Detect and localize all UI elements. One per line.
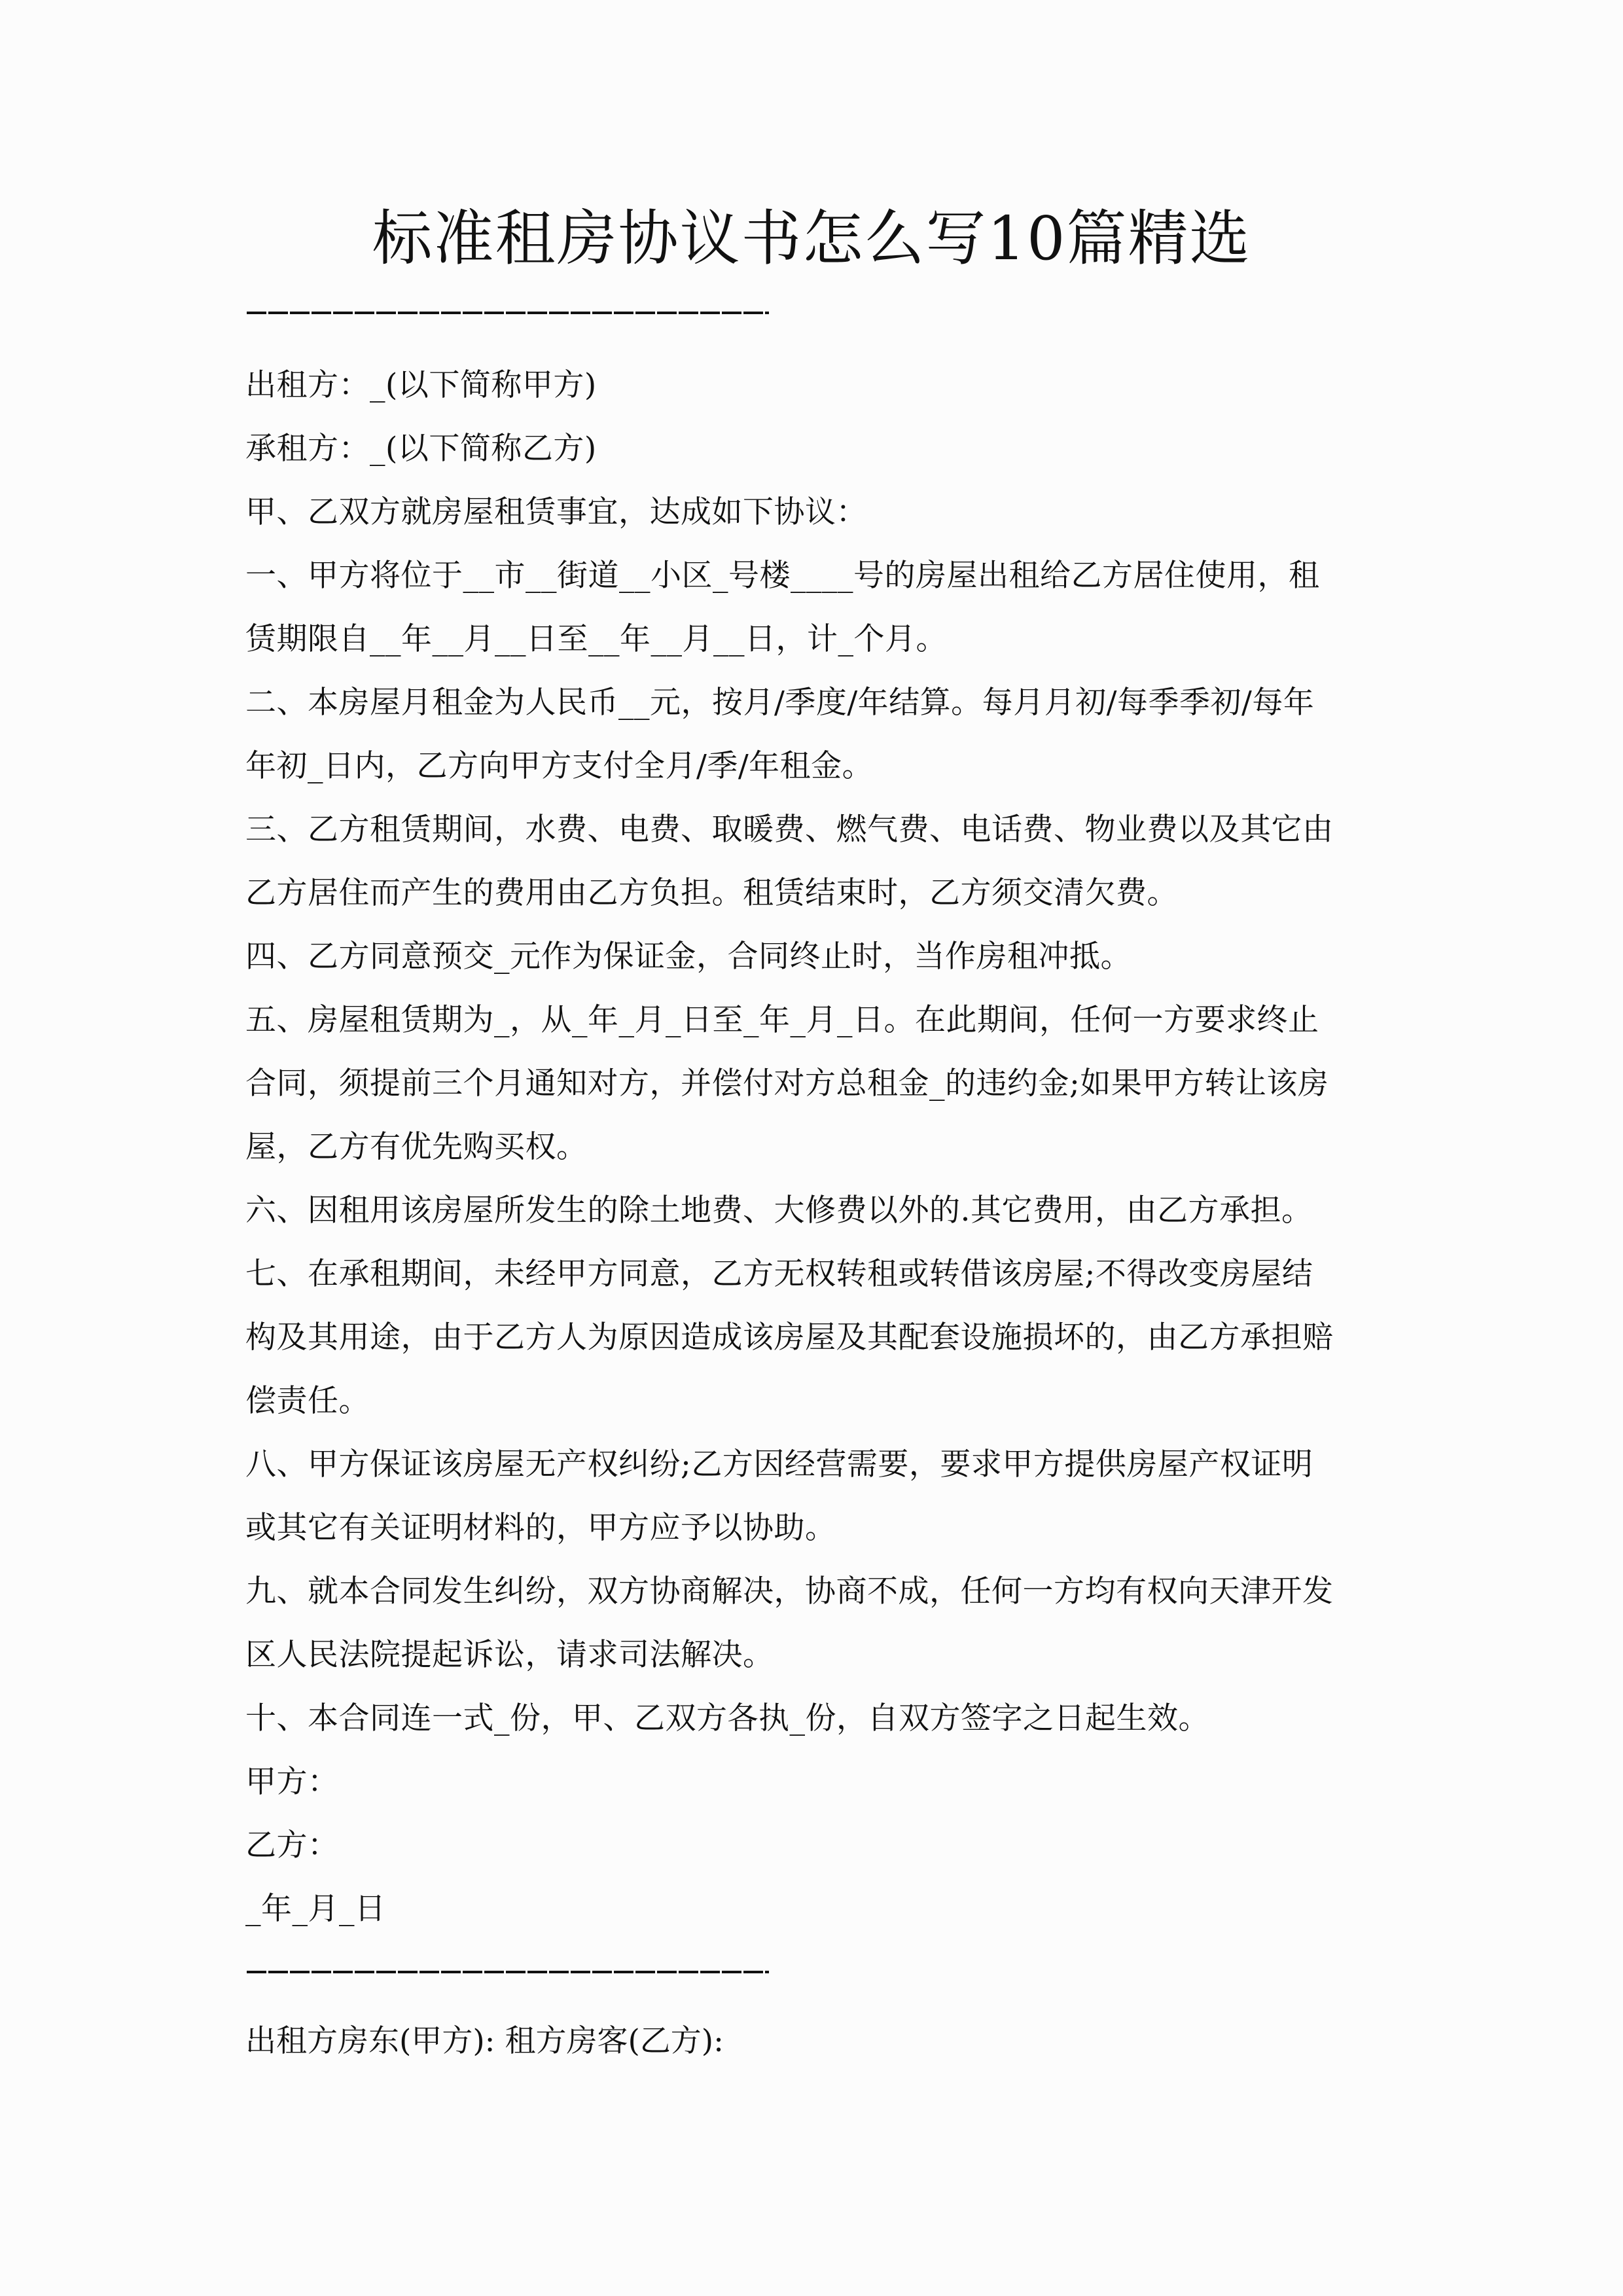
clause-1-line-1: 一、甲方将位于__市__街道__小区_号楼____号的房屋出租给乙方居住使用，租	[245, 558, 1320, 594]
clause-3-line-2: 乙方居住而产生的费用由乙方负担。租赁结束时，乙方须交清欠费。	[245, 875, 1178, 911]
clause-5-line-1: 五、房屋租赁期为_，从_年_月_日至_年_月_日。在此期间，任何一方要求终止	[245, 1002, 1319, 1038]
clause-10-line-1: 十、本合同连一式_份，甲、乙双方各执_份，自双方签字之日起生效。	[245, 1700, 1209, 1736]
signing-date: _年_月_日	[245, 1891, 386, 1927]
clause-5-line-3: 屋，乙方有优先购买权。	[245, 1129, 588, 1165]
separator-rule-bottom	[247, 1971, 769, 1973]
clause-3-line-1: 三、乙方租赁期间，水费、电费、取暖费、燃气费、电话费、物业费以及其它由	[245, 812, 1334, 848]
agreement-body	[245, 353, 1381, 1941]
party-b-signature: 乙方：	[245, 1827, 339, 1863]
separator-rule-top	[247, 312, 769, 314]
document-title: 标准租房协议书怎么写10篇精选	[372, 204, 1251, 274]
clause-4-line-1: 四、乙方同意预交_元作为保证金，合同终止时，当作房租冲抵。	[245, 939, 1132, 975]
clause-6-line-1: 六、因租用该房屋所发生的除土地费、大修费以外的.其它费用，由乙方承担。	[245, 1193, 1313, 1229]
clause-9-line-2: 区人民法院提起诉讼，请求司法解决。	[245, 1637, 774, 1673]
clause-2-line-1: 二、本房屋月租金为人民币__元，按月/季度/年结算。每月月初/每季季初/每年	[245, 685, 1315, 721]
preamble-line: 甲、乙双方就房屋租赁事宜，达成如下协议：	[245, 494, 867, 530]
clause-8-line-1: 八、甲方保证该房屋无产权纠纷;乙方因经营需要，要求甲方提供房屋产权证明	[245, 1446, 1313, 1482]
party-a-signature: 甲方：	[245, 1764, 339, 1800]
clause-7-line-2: 构及其用途，由于乙方人为原因造成该房屋及其配套设施损坏的，由乙方承担赔	[245, 1319, 1334, 1355]
clause-2-line-2: 年初_日内，乙方向甲方支付全月/季/年租金。	[245, 748, 874, 784]
clause-9-line-1: 九、就本合同发生纠纷，双方协商解决，协商不成，任何一方均有权向天津开发	[245, 1573, 1334, 1609]
clause-8-line-2: 或其它有关证明材料的，甲方应予以协助。	[245, 1510, 836, 1546]
clause-5-line-2: 合同，须提前三个月通知对方，并偿付对方总租金_的违约金;如果甲方转让该房	[245, 1066, 1329, 1102]
clause-7-line-3: 偿责任。	[245, 1383, 370, 1419]
lessee-line: 承租方：_(以下简称乙方)	[245, 431, 597, 467]
lessor-line: 出租方：_(以下简称甲方)	[245, 367, 597, 403]
clause-1-line-2: 赁期限自__年__月__日至__年__月__日，计_个月。	[245, 621, 947, 657]
next-agreement-parties-line: 出租方房东(甲方): 租方房客(乙方):	[245, 2023, 724, 2059]
clause-7-line-1: 七、在承租期间，未经甲方同意，乙方无权转租或转借该房屋;不得改变房屋结	[245, 1256, 1313, 1292]
